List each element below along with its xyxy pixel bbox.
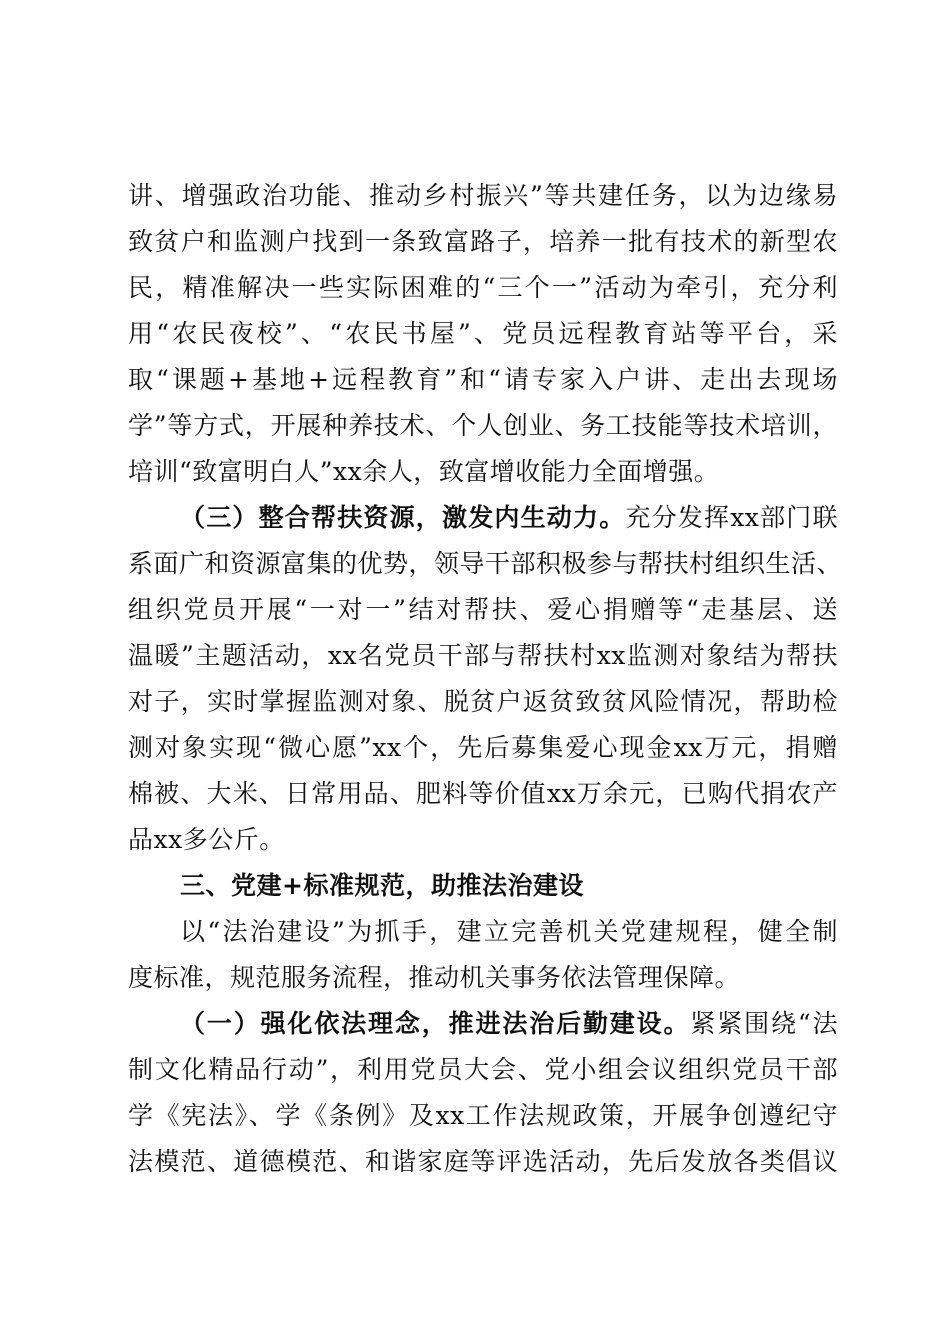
- text-line: 致贫户和监测户找到一条致富路子，培养一批有技术的新型农: [128, 227, 838, 256]
- subsection-lead: （三）整合帮扶资源，激发内生动力。: [180, 503, 626, 532]
- text-line: 温暖”主题活动，xx名党员干部与帮扶村xx监测对象结为帮扶: [128, 641, 838, 670]
- paragraph-first-line: [180, 1004, 838, 1044]
- text-line: 制文化精品行动”，利用党员大会、党小组会议组织党员干部: [128, 1055, 838, 1084]
- subsection-lead: （一）强化依法理念，推进法治后勤建设。: [180, 1009, 691, 1038]
- text-span: 紧紧围绕“法: [690, 1009, 839, 1038]
- text-line: 组织党员开展“一对一”结对帮扶、爱心捐赠等“走基层、送: [128, 595, 838, 624]
- text-line: 讲、增强政治功能、推动乡村振兴”等共建任务，以为边缘易: [128, 181, 838, 210]
- text-line: 品xx多公斤。: [128, 825, 285, 854]
- text-line: 测对象实现“微心愿”xx个，先后募集爱心现金xx万元，捐赠: [128, 733, 838, 762]
- text-line: 度标准，规范服务流程，推动机关事务依法管理保障。: [128, 963, 741, 992]
- text-line: 学”等方式，开展种养技术、个人创业、务工技能等技术培训，: [128, 411, 838, 440]
- text-line: 法模范、道德模范、和谐家庭等评选活动，先后发放各类倡议: [128, 1147, 838, 1176]
- text-line: 培训“致富明白人”xx余人，致富增收能力全面增强。: [128, 457, 720, 486]
- text-line: 对子，实时掌握监测对象、脱贫户返贫致贫风险情况，帮助检: [128, 687, 838, 716]
- text-line: 棉被、大米、日常用品、肥料等价值xx万余元，已购代捐农产: [128, 779, 838, 808]
- text-line: 用“农民夜校”、“农民书屋”、党员远程教育站等平台，采: [128, 319, 838, 348]
- text-span: 充分发挥xx部门联: [625, 503, 838, 532]
- text-line: 学《宪法》、学《条例》及xx工作法规政策，开展争创遵纪守: [128, 1101, 838, 1130]
- text-line: 民，精准解决一些实际困难的“三个一”活动为牵引，充分利: [128, 273, 838, 302]
- text-line: 系面广和资源富集的优势，领导干部积极参与帮扶村组织生活、: [128, 549, 843, 578]
- text-line: 取“课题+基地+远程教育”和“请专家入户讲、走出去现场: [128, 365, 838, 394]
- paragraph-first-line: [180, 498, 838, 538]
- section-heading: 三、党建+标准规范，助推法治建设: [180, 871, 584, 900]
- text-line: 以“法治建设”为抓手，建立完善机关党建规程，健全制: [180, 917, 838, 946]
